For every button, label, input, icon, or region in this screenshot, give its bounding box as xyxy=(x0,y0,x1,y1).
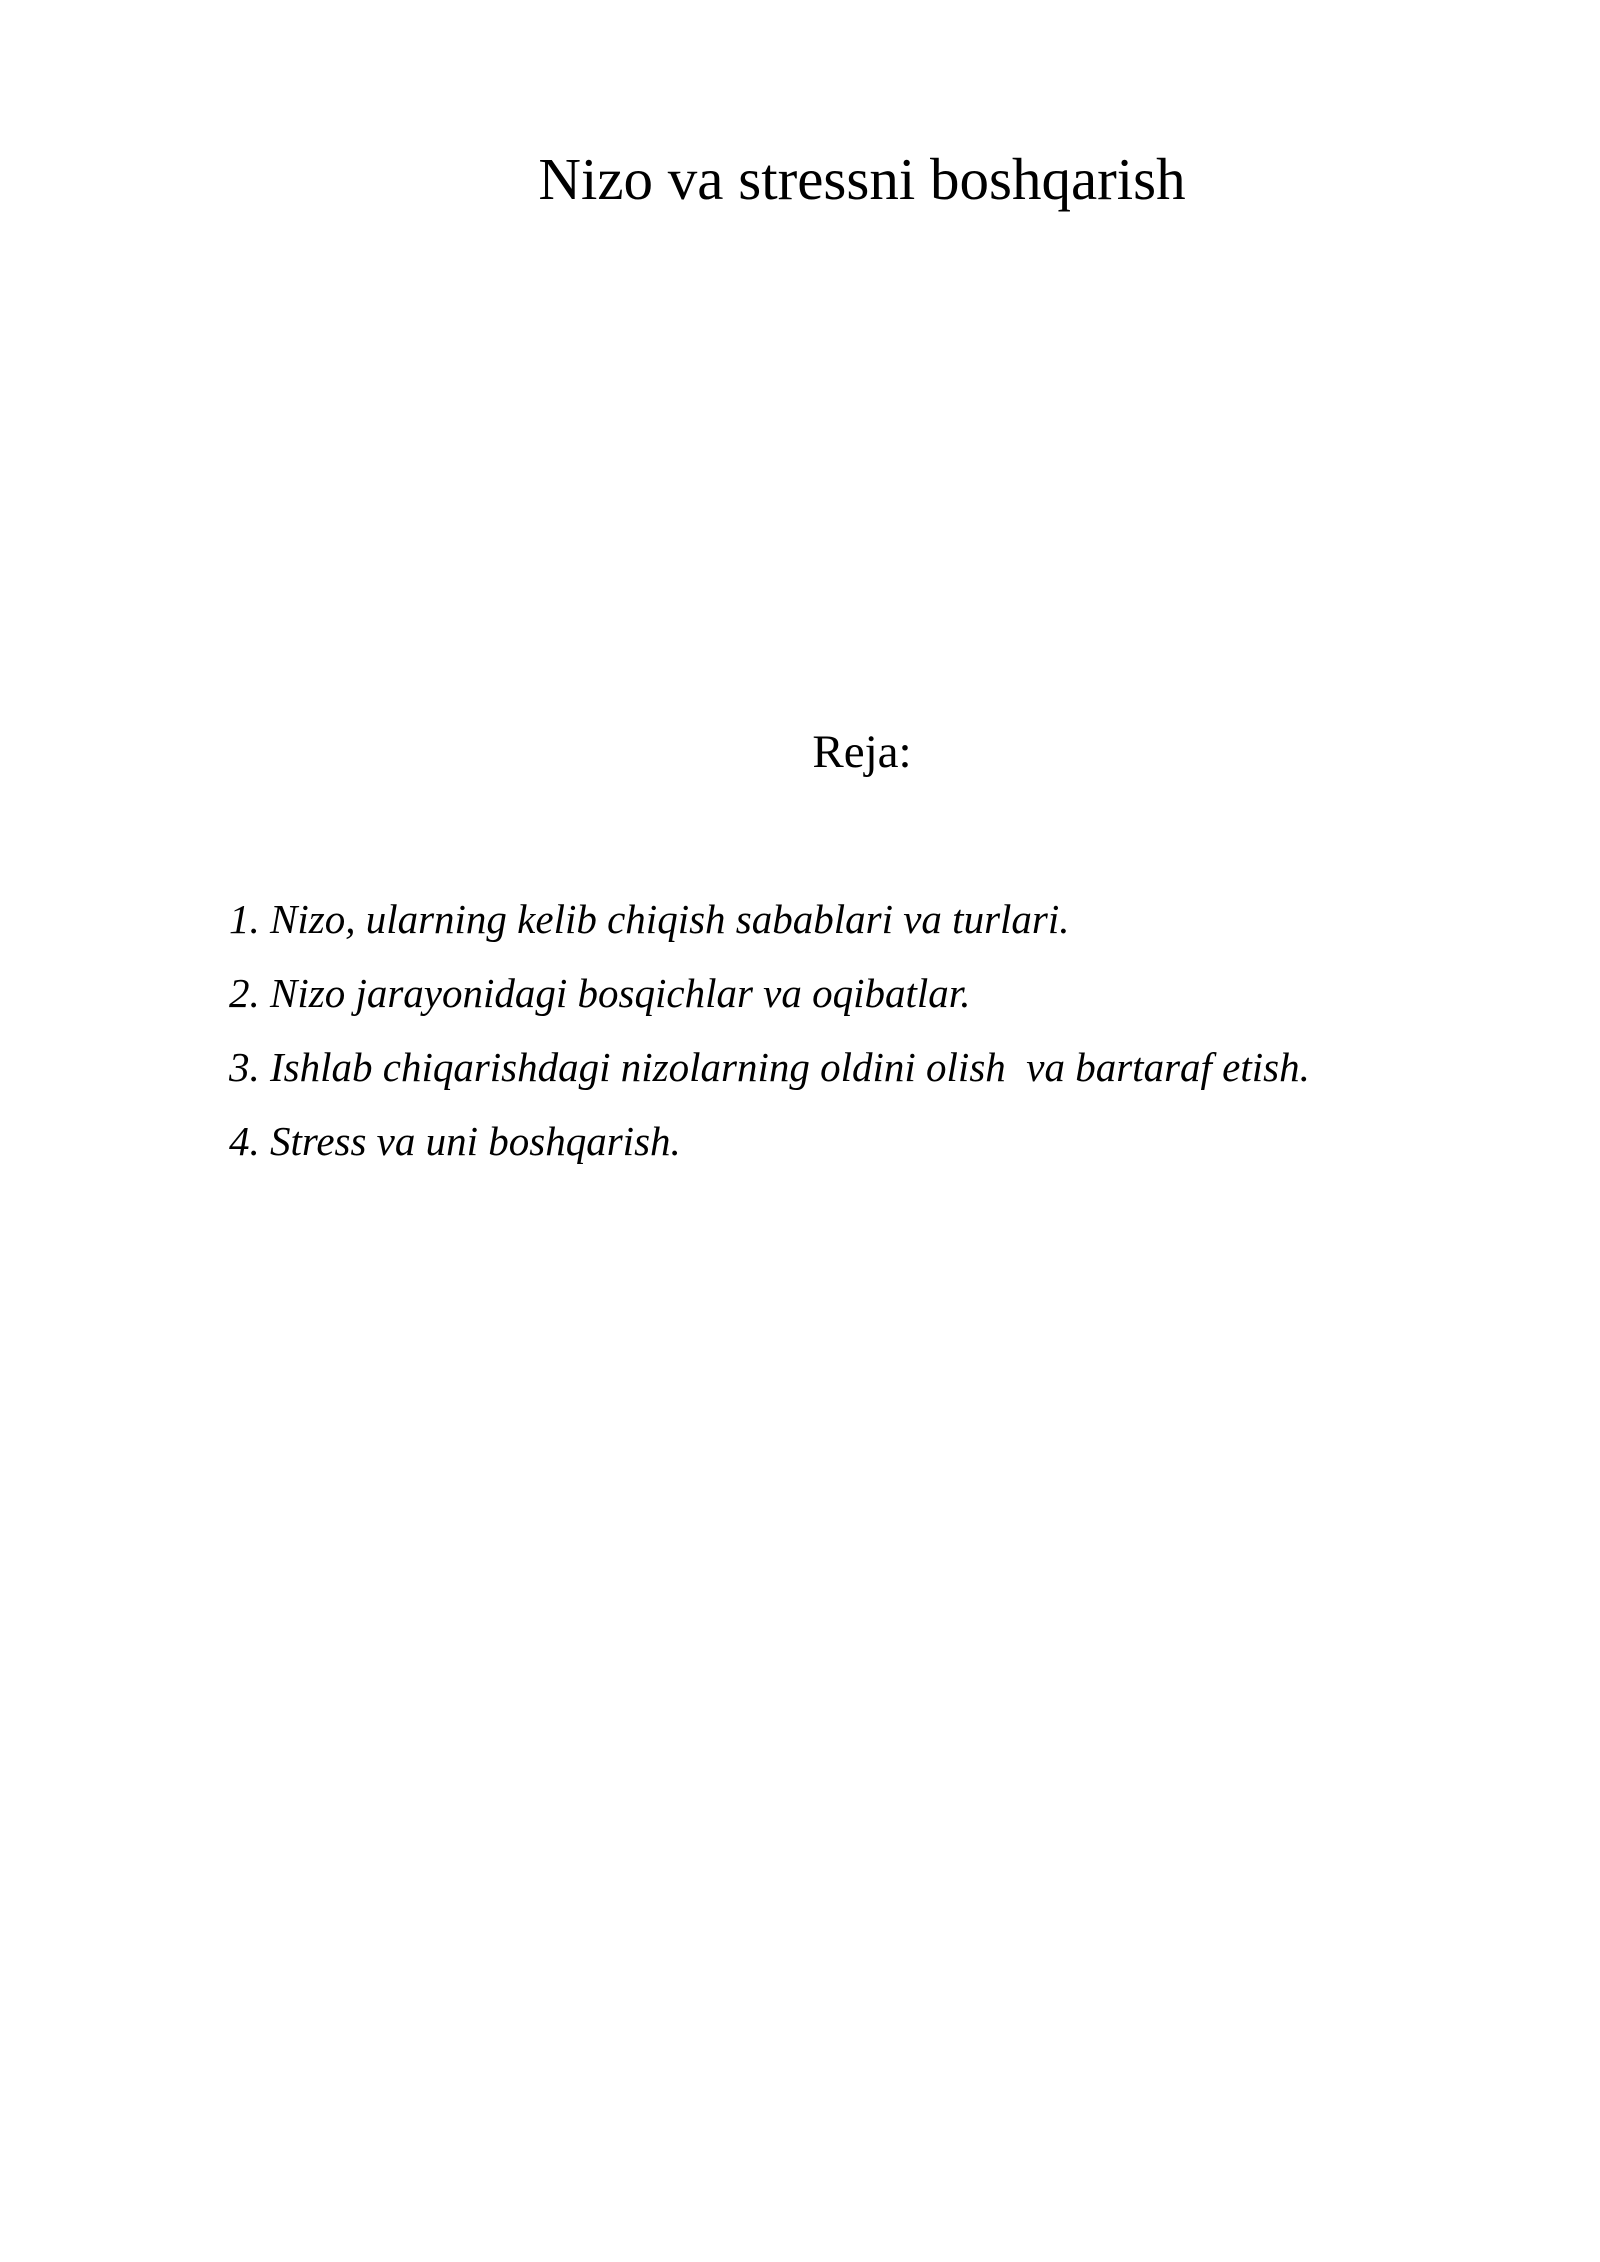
plan-heading: Reja: xyxy=(812,726,912,778)
document-title: Nizo va stressni boshqarish xyxy=(538,146,1186,212)
plan-item-4: 4. Stress va uni boshqarish. xyxy=(229,1118,681,1164)
plan-item-1: 1. Nizo, ularning kelib chiqish sabablari va turlari. xyxy=(229,896,1070,942)
plan-item-2: 2. Nizo jarayonidagi bosqichlar va oqibatlar. xyxy=(229,970,971,1016)
plan-item-3: 3. Ishlab chiqarishdagi nizolarning oldini olish va bartaraf etish. xyxy=(229,1044,1310,1090)
plan-list xyxy=(229,882,1310,1178)
